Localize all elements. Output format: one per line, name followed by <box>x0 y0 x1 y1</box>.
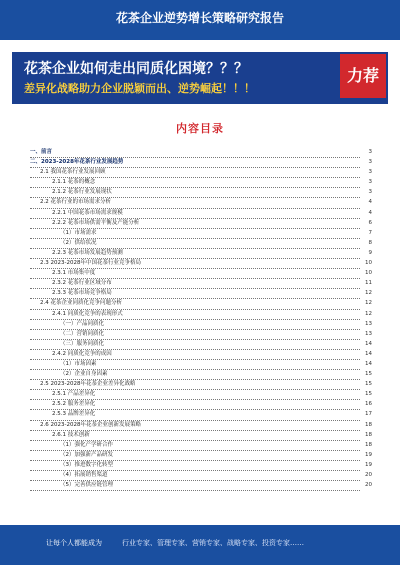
toc-entry-page: 3 <box>368 189 372 196</box>
toc-entry-page: 14 <box>365 350 372 357</box>
toc-entry[interactable] <box>30 198 372 208</box>
toc-entry-label: 2.2.2 花茶市场供需平衡及产能分析 <box>52 219 140 226</box>
banner-subheadline: 差异化战略助力企业脱颖而出、逆势崛起！！！ <box>24 82 255 95</box>
toc-entry-page: 3 <box>368 159 372 166</box>
toc-entry-label: 二、2023-2028年花茶行业发展趋势 <box>30 159 124 166</box>
toc-entry-label: 2.5.3 品牌差异化 <box>52 411 96 418</box>
toc-entry-page: 10 <box>365 260 372 267</box>
toc-entry[interactable] <box>30 360 372 370</box>
toc-entry-page: 13 <box>365 330 372 337</box>
toc-entry-page: 4 <box>368 209 372 216</box>
toc-entry-label: 2.1.1 花茶的概念 <box>52 179 96 186</box>
toc-entry-label: （2）加强新产品研发 <box>60 451 113 458</box>
toc-entry-label: （1）市场需求 <box>60 229 97 236</box>
toc-entry-page: 18 <box>365 441 372 448</box>
footer-bar <box>0 525 400 565</box>
toc-entry-page: 15 <box>365 391 372 398</box>
toc-entry-page: 7 <box>368 229 372 236</box>
toc-entry-page: 18 <box>365 431 372 438</box>
toc-entry[interactable] <box>30 390 372 400</box>
banner-headline: 花茶企业如何走出同质化困境？？？ <box>24 61 248 77</box>
toc-entry-label: 2.6.1 技术创新 <box>52 431 90 438</box>
toc-entry-page: 10 <box>365 270 372 277</box>
toc-entry-label: 2.5.1 产品差异化 <box>52 391 96 398</box>
toc-entry-page: 12 <box>365 310 372 317</box>
toc-entry-page: 17 <box>365 411 372 418</box>
toc-entry[interactable] <box>30 239 372 249</box>
footer-roles: 行业专家、管理专家、营销专家、战略专家、投资专家…… <box>122 539 304 547</box>
toc-entry[interactable] <box>30 350 372 360</box>
toc-entry-page: 12 <box>365 290 372 297</box>
toc-entry-label: （4）拓展销售渠道 <box>60 472 108 478</box>
toc-entry[interactable] <box>30 421 372 431</box>
toc-entry[interactable] <box>30 209 372 219</box>
toc-entry-page: 18 <box>365 421 372 428</box>
toc-entry-label: 2.3 2023-2028年中国花茶行业竞争格局 <box>40 260 141 267</box>
toc-entry[interactable] <box>30 279 372 289</box>
toc-entry-label: 2.3.1 市场集中度 <box>52 270 96 277</box>
promo-banner <box>12 50 388 104</box>
toc-entry-label: 2.2.1 中国花茶市场需求规模 <box>52 209 123 216</box>
toc-entry[interactable] <box>30 259 372 269</box>
footer-slogan: 让每个人都能成为 <box>46 539 102 547</box>
toc-entry[interactable] <box>30 219 372 229</box>
toc-entry[interactable] <box>30 410 372 420</box>
toc-entry[interactable] <box>30 340 372 350</box>
toc-entry[interactable] <box>30 370 372 380</box>
toc-entry-page: 15 <box>365 381 372 388</box>
toc-entry-page: 19 <box>365 451 372 458</box>
toc-entry-label: 2.1.2 花茶行业发展现状 <box>52 189 112 196</box>
toc-entry[interactable] <box>30 168 372 178</box>
toc-entry-page: 15 <box>365 371 372 378</box>
toc-entry-label: （3）推进数字化转型 <box>60 461 113 468</box>
toc-entry-label: 2.2.3 花茶市场发展趋势预测 <box>52 249 123 256</box>
toc-title: 内容目录 <box>176 122 224 135</box>
toc-entry-label: 2.5.2 服务差异化 <box>52 401 96 408</box>
recommend-badge: 力荐 <box>340 54 386 98</box>
toc-entry[interactable] <box>30 148 372 158</box>
toc-entry[interactable] <box>30 310 372 320</box>
toc-entry-label: 2.1 我国花茶行业发展回顾 <box>40 169 106 176</box>
toc-entry[interactable] <box>30 269 372 279</box>
toc-entry-label: （1）强化产学研合作 <box>60 441 113 448</box>
toc-entry[interactable] <box>30 330 372 340</box>
toc-entry[interactable] <box>30 229 372 239</box>
report-title: 花茶企业逆势增长策略研究报告 <box>115 11 284 25</box>
toc-entry-label: （2）供给状况 <box>60 239 97 246</box>
toc-entry[interactable] <box>30 471 372 481</box>
toc-entry-label: 2.2 花茶行业的市场需求分析 <box>40 199 111 206</box>
toc-entry[interactable] <box>30 158 372 168</box>
toc-entry-page: 4 <box>368 199 372 206</box>
toc-entry[interactable] <box>30 441 372 451</box>
toc-entry-label: （1）市场因素 <box>60 360 97 367</box>
toc-entry-label: （5）完善供应链管理 <box>60 482 113 489</box>
toc-entry-page: 12 <box>365 300 372 307</box>
toc-entry[interactable] <box>30 178 372 188</box>
toc-entry-label: 2.4 花茶企业同质化竞争问题分析 <box>40 300 122 307</box>
toc-entry[interactable] <box>30 400 372 410</box>
toc-entry[interactable] <box>30 461 372 471</box>
toc-entry-label: 2.3.2 花茶行业区域分布 <box>52 280 112 287</box>
toc-entry-label: 2.4.2 同质化竞争的成因 <box>52 350 112 357</box>
toc-entry-page: 14 <box>365 360 372 367</box>
toc-entry-label: （一）产品同质化 <box>60 320 105 327</box>
toc-entry[interactable] <box>30 299 372 309</box>
toc-entry-page: 19 <box>365 461 372 468</box>
toc-entry[interactable] <box>30 188 372 198</box>
toc-entry-page: 16 <box>365 401 372 408</box>
toc-entry-label: 2.3.3 花茶市场竞争格局 <box>52 290 112 297</box>
toc-entry[interactable] <box>30 249 372 259</box>
toc-entry-page: 3 <box>368 169 372 176</box>
table-of-contents <box>30 148 372 491</box>
toc-entry-page: 20 <box>365 472 372 478</box>
toc-entry-page: 3 <box>368 179 372 186</box>
toc-entry-label: 一、前言 <box>30 149 53 155</box>
toc-entry[interactable] <box>30 289 372 299</box>
toc-entry-page: 13 <box>365 320 372 327</box>
toc-entry-label: （二）营销同质化 <box>60 330 105 337</box>
toc-entry-page: 11 <box>365 280 372 287</box>
toc-entry-label: 2.4.1 同质化竞争的表现形式 <box>52 310 123 317</box>
toc-entry-page: 6 <box>368 219 372 226</box>
toc-entry[interactable] <box>30 451 372 461</box>
toc-entry[interactable] <box>30 431 372 441</box>
toc-entry-page: 20 <box>365 482 372 489</box>
toc-entry-page: 3 <box>368 149 372 155</box>
toc-entry-label: （三）服务同质化 <box>60 340 105 347</box>
toc-entry[interactable] <box>30 320 372 330</box>
toc-entry[interactable] <box>30 481 372 491</box>
toc-entry-page: 14 <box>365 340 372 347</box>
toc-entry[interactable] <box>30 380 372 390</box>
top-bar <box>0 0 400 40</box>
toc-entry-page: 9 <box>368 249 372 256</box>
toc-entry-label: （2）企业自身因素 <box>60 371 108 378</box>
toc-entry-page: 8 <box>368 239 372 246</box>
toc-entry-label: 2.5 2023-2028年花茶企业差异化战略 <box>40 381 136 388</box>
toc-entry-label: 2.6 2023-2028年花茶企业创新发展策略 <box>40 421 141 428</box>
